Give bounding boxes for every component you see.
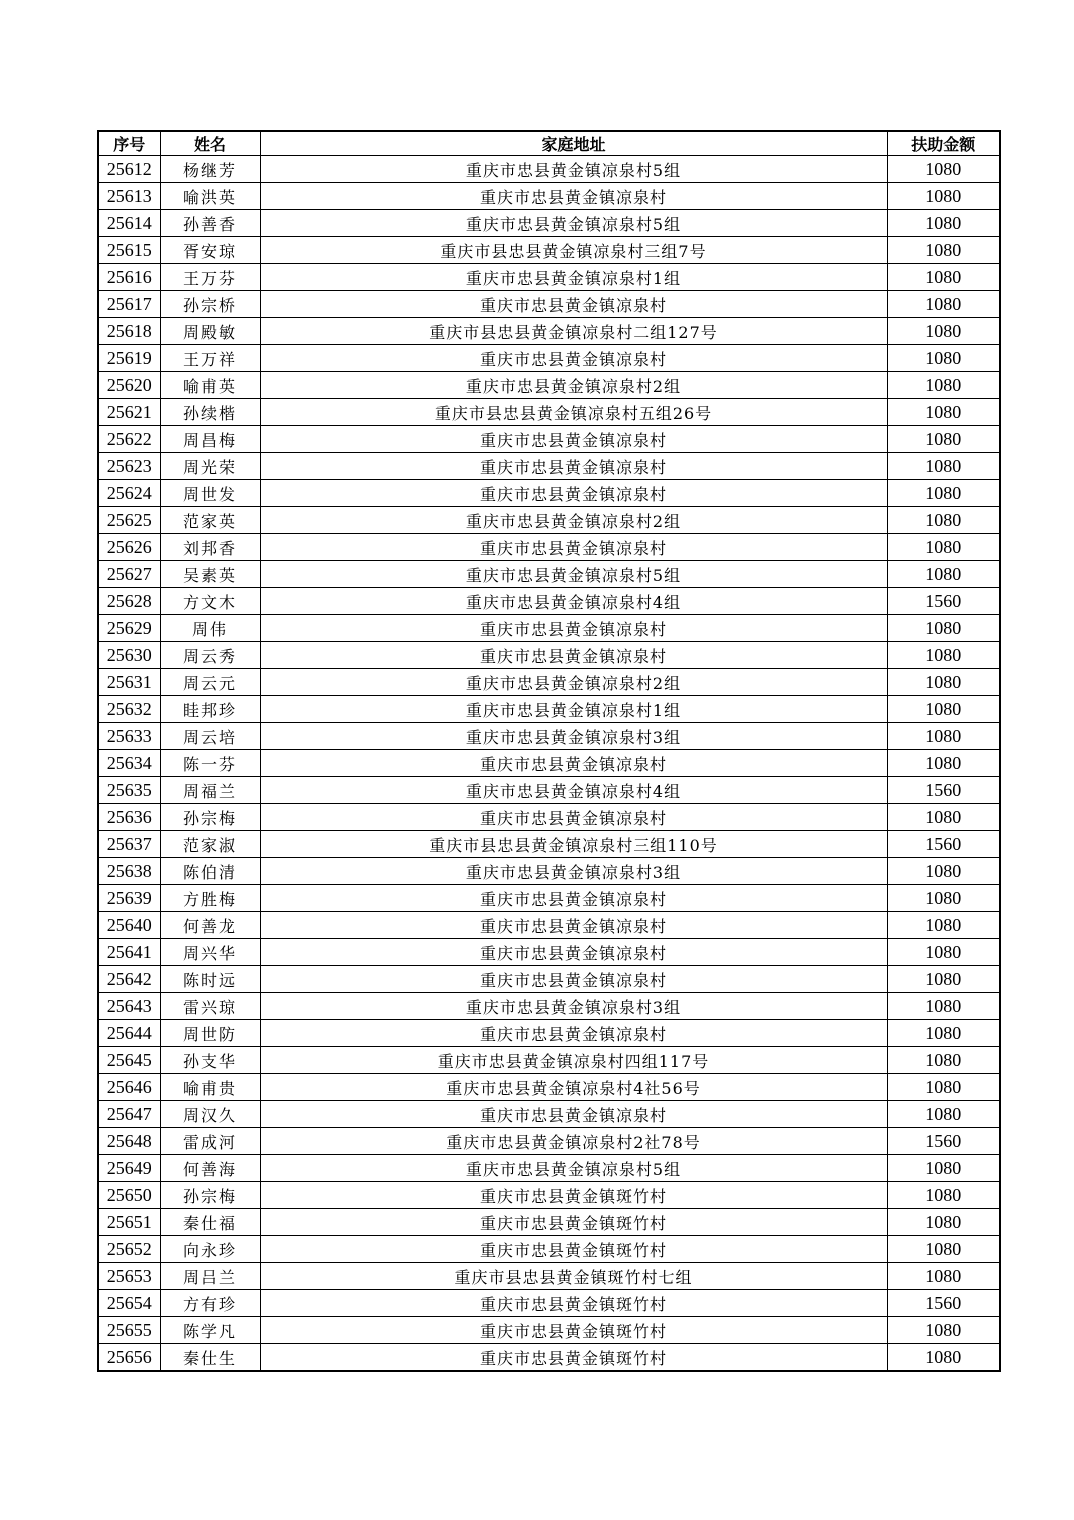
cell-assistance-amount: 1080: [887, 1074, 1000, 1101]
cell-assistance-amount: 1560: [887, 588, 1000, 615]
cell-name: 周汉久: [160, 1101, 260, 1128]
cell-assistance-amount: 1080: [887, 1236, 1000, 1263]
cell-home-address: 重庆市忠县黄金镇凉泉村: [260, 291, 887, 318]
cell-serial-number: 25628: [98, 588, 160, 615]
cell-serial-number: 25656: [98, 1344, 160, 1372]
cell-home-address: 重庆市忠县黄金镇斑竹村: [260, 1290, 887, 1317]
table-header-row: [98, 131, 1000, 156]
table-row: [98, 885, 1000, 912]
cell-assistance-amount: 1080: [887, 804, 1000, 831]
table-row: [98, 669, 1000, 696]
cell-serial-number: 25653: [98, 1263, 160, 1290]
cell-assistance-amount: 1080: [887, 1344, 1000, 1372]
table-row: [98, 534, 1000, 561]
cell-assistance-amount: 1080: [887, 1317, 1000, 1344]
cell-home-address: 重庆市忠县黄金镇凉泉村4组: [260, 588, 887, 615]
cell-serial-number: 25651: [98, 1209, 160, 1236]
table-row: [98, 1101, 1000, 1128]
cell-home-address: 重庆市忠县黄金镇凉泉村: [260, 642, 887, 669]
cell-home-address: 重庆市忠县黄金镇凉泉村4社56号: [260, 1074, 887, 1101]
cell-serial-number: 25614: [98, 210, 160, 237]
table-row: [98, 939, 1000, 966]
cell-name: 周兴华: [160, 939, 260, 966]
cell-home-address: 重庆市忠县黄金镇凉泉村: [260, 1101, 887, 1128]
cell-assistance-amount: 1080: [887, 1020, 1000, 1047]
cell-name: 方文木: [160, 588, 260, 615]
table-row: [98, 1236, 1000, 1263]
cell-assistance-amount: 1080: [887, 750, 1000, 777]
table-row: [98, 345, 1000, 372]
cell-home-address: 重庆市忠县黄金镇凉泉村: [260, 453, 887, 480]
cell-home-address: 重庆市忠县黄金镇凉泉村5组: [260, 210, 887, 237]
header-home-address: 家庭地址: [260, 131, 887, 156]
cell-name: 秦仕生: [160, 1344, 260, 1372]
cell-assistance-amount: 1080: [887, 507, 1000, 534]
cell-home-address: 重庆市忠县黄金镇凉泉村1组: [260, 696, 887, 723]
cell-serial-number: 25645: [98, 1047, 160, 1074]
table-row: [98, 615, 1000, 642]
cell-assistance-amount: 1080: [887, 696, 1000, 723]
cell-serial-number: 25638: [98, 858, 160, 885]
cell-assistance-amount: 1080: [887, 1101, 1000, 1128]
cell-serial-number: 25616: [98, 264, 160, 291]
cell-assistance-amount: 1080: [887, 156, 1000, 183]
cell-name: 周伟: [160, 615, 260, 642]
cell-home-address: 重庆市县忠县黄金镇斑竹村七组: [260, 1263, 887, 1290]
cell-assistance-amount: 1560: [887, 1128, 1000, 1155]
table-row: [98, 993, 1000, 1020]
cell-name: 刘邦香: [160, 534, 260, 561]
cell-serial-number: 25648: [98, 1128, 160, 1155]
cell-name: 陈伯清: [160, 858, 260, 885]
cell-assistance-amount: 1080: [887, 1182, 1000, 1209]
cell-name: 王万芬: [160, 264, 260, 291]
cell-serial-number: 25620: [98, 372, 160, 399]
cell-serial-number: 25655: [98, 1317, 160, 1344]
assistance-roster-table: [97, 130, 1001, 1372]
table-row: [98, 453, 1000, 480]
cell-home-address: 重庆市忠县黄金镇凉泉村2组: [260, 372, 887, 399]
cell-home-address: 重庆市忠县黄金镇凉泉村: [260, 183, 887, 210]
table-row: [98, 1344, 1000, 1372]
cell-assistance-amount: 1080: [887, 345, 1000, 372]
cell-serial-number: 25612: [98, 156, 160, 183]
cell-serial-number: 25619: [98, 345, 160, 372]
table-row: [98, 399, 1000, 426]
table-row: [98, 831, 1000, 858]
cell-name: 周吕兰: [160, 1263, 260, 1290]
cell-home-address: 重庆市忠县黄金镇凉泉村: [260, 885, 887, 912]
cell-serial-number: 25631: [98, 669, 160, 696]
cell-assistance-amount: 1080: [887, 318, 1000, 345]
cell-assistance-amount: 1560: [887, 777, 1000, 804]
cell-name: 周云培: [160, 723, 260, 750]
cell-home-address: 重庆市忠县黄金镇凉泉村: [260, 1020, 887, 1047]
cell-name: 周殿敏: [160, 318, 260, 345]
table-row: [98, 1128, 1000, 1155]
table-body: [98, 156, 1000, 1372]
table-row: [98, 507, 1000, 534]
cell-serial-number: 25643: [98, 993, 160, 1020]
table-row: [98, 723, 1000, 750]
cell-assistance-amount: 1080: [887, 183, 1000, 210]
table-row: [98, 750, 1000, 777]
cell-home-address: 重庆市忠县黄金镇斑竹村: [260, 1182, 887, 1209]
cell-home-address: 重庆市忠县黄金镇凉泉村3组: [260, 993, 887, 1020]
cell-serial-number: 25617: [98, 291, 160, 318]
cell-home-address: 重庆市忠县黄金镇凉泉村: [260, 804, 887, 831]
cell-assistance-amount: 1560: [887, 1290, 1000, 1317]
cell-home-address: 重庆市忠县黄金镇凉泉村5组: [260, 156, 887, 183]
cell-assistance-amount: 1080: [887, 453, 1000, 480]
cell-assistance-amount: 1080: [887, 426, 1000, 453]
cell-serial-number: 25627: [98, 561, 160, 588]
cell-assistance-amount: 1080: [887, 858, 1000, 885]
cell-name: 孙支华: [160, 1047, 260, 1074]
cell-name: 雷成河: [160, 1128, 260, 1155]
cell-name: 范家淑: [160, 831, 260, 858]
cell-name: 杨继芳: [160, 156, 260, 183]
cell-home-address: 重庆市县忠县黄金镇凉泉村二组127号: [260, 318, 887, 345]
cell-name: 陈时远: [160, 966, 260, 993]
cell-serial-number: 25636: [98, 804, 160, 831]
cell-serial-number: 25626: [98, 534, 160, 561]
cell-name: 喻洪英: [160, 183, 260, 210]
header-serial-number: 序号: [98, 131, 160, 156]
table-row: [98, 912, 1000, 939]
cell-name: 陈学凡: [160, 1317, 260, 1344]
cell-name: 秦仕福: [160, 1209, 260, 1236]
cell-name: 孙宗梅: [160, 1182, 260, 1209]
table-row: [98, 804, 1000, 831]
cell-serial-number: 25639: [98, 885, 160, 912]
table-row: [98, 1290, 1000, 1317]
cell-name: 王万祥: [160, 345, 260, 372]
cell-home-address: 重庆市忠县黄金镇斑竹村: [260, 1236, 887, 1263]
cell-name: 吴素英: [160, 561, 260, 588]
cell-assistance-amount: 1080: [887, 210, 1000, 237]
cell-home-address: 重庆市忠县黄金镇凉泉村2组: [260, 507, 887, 534]
cell-home-address: 重庆市县忠县黄金镇凉泉村三组110号: [260, 831, 887, 858]
cell-home-address: 重庆市忠县黄金镇凉泉村四组117号: [260, 1047, 887, 1074]
table-row: [98, 1047, 1000, 1074]
cell-assistance-amount: 1080: [887, 399, 1000, 426]
cell-name: 向永珍: [160, 1236, 260, 1263]
cell-home-address: 重庆市忠县黄金镇凉泉村2组: [260, 669, 887, 696]
cell-name: 眭邦珍: [160, 696, 260, 723]
cell-assistance-amount: 1080: [887, 615, 1000, 642]
cell-serial-number: 25642: [98, 966, 160, 993]
cell-name: 孙续楷: [160, 399, 260, 426]
cell-serial-number: 25654: [98, 1290, 160, 1317]
cell-serial-number: 25615: [98, 237, 160, 264]
table-row: [98, 1155, 1000, 1182]
cell-home-address: 重庆市忠县黄金镇凉泉村: [260, 615, 887, 642]
cell-assistance-amount: 1080: [887, 291, 1000, 318]
cell-serial-number: 25649: [98, 1155, 160, 1182]
table-row: [98, 588, 1000, 615]
cell-serial-number: 25641: [98, 939, 160, 966]
cell-name: 何善海: [160, 1155, 260, 1182]
table-row: [98, 561, 1000, 588]
table-row: [98, 777, 1000, 804]
cell-home-address: 重庆市忠县黄金镇凉泉村4组: [260, 777, 887, 804]
cell-assistance-amount: 1080: [887, 372, 1000, 399]
cell-home-address: 重庆市忠县黄金镇凉泉村: [260, 534, 887, 561]
cell-serial-number: 25650: [98, 1182, 160, 1209]
cell-home-address: 重庆市忠县黄金镇凉泉村: [260, 912, 887, 939]
cell-assistance-amount: 1560: [887, 831, 1000, 858]
table-row: [98, 210, 1000, 237]
cell-home-address: 重庆市忠县黄金镇凉泉村3组: [260, 858, 887, 885]
cell-name: 范家英: [160, 507, 260, 534]
cell-assistance-amount: 1080: [887, 237, 1000, 264]
cell-home-address: 重庆市忠县黄金镇凉泉村5组: [260, 1155, 887, 1182]
cell-serial-number: 25646: [98, 1074, 160, 1101]
table-row: [98, 183, 1000, 210]
cell-name: 雷兴琼: [160, 993, 260, 1020]
table-row: [98, 1074, 1000, 1101]
cell-home-address: 重庆市忠县黄金镇凉泉村3组: [260, 723, 887, 750]
table-row: [98, 372, 1000, 399]
cell-serial-number: 25613: [98, 183, 160, 210]
cell-serial-number: 25630: [98, 642, 160, 669]
cell-home-address: 重庆市忠县黄金镇凉泉村5组: [260, 561, 887, 588]
cell-home-address: 重庆市忠县黄金镇凉泉村: [260, 345, 887, 372]
header-name: 姓名: [160, 131, 260, 156]
cell-name: 何善龙: [160, 912, 260, 939]
cell-assistance-amount: 1080: [887, 264, 1000, 291]
table-row: [98, 696, 1000, 723]
cell-assistance-amount: 1080: [887, 669, 1000, 696]
table-row: [98, 480, 1000, 507]
cell-assistance-amount: 1080: [887, 1263, 1000, 1290]
cell-name: 孙宗桥: [160, 291, 260, 318]
cell-serial-number: 25629: [98, 615, 160, 642]
cell-serial-number: 25640: [98, 912, 160, 939]
header-assistance-amount: 扶助金额: [887, 131, 1000, 156]
cell-name: 陈一芬: [160, 750, 260, 777]
cell-name: 孙宗梅: [160, 804, 260, 831]
cell-home-address: 重庆市县忠县黄金镇凉泉村三组7号: [260, 237, 887, 264]
cell-home-address: 重庆市忠县黄金镇凉泉村: [260, 426, 887, 453]
cell-home-address: 重庆市忠县黄金镇凉泉村: [260, 750, 887, 777]
cell-name: 周世发: [160, 480, 260, 507]
table-row: [98, 642, 1000, 669]
cell-serial-number: 25625: [98, 507, 160, 534]
table-row: [98, 1020, 1000, 1047]
cell-assistance-amount: 1080: [887, 1047, 1000, 1074]
cell-serial-number: 25633: [98, 723, 160, 750]
cell-assistance-amount: 1080: [887, 993, 1000, 1020]
cell-assistance-amount: 1080: [887, 642, 1000, 669]
cell-assistance-amount: 1080: [887, 1209, 1000, 1236]
cell-serial-number: 25622: [98, 426, 160, 453]
cell-home-address: 重庆市忠县黄金镇凉泉村: [260, 480, 887, 507]
table-row: [98, 426, 1000, 453]
cell-serial-number: 25637: [98, 831, 160, 858]
cell-assistance-amount: 1080: [887, 912, 1000, 939]
cell-name: 方胜梅: [160, 885, 260, 912]
cell-name: 周世防: [160, 1020, 260, 1047]
cell-name: 周福兰: [160, 777, 260, 804]
cell-serial-number: 25621: [98, 399, 160, 426]
cell-home-address: 重庆市县忠县黄金镇凉泉村五组26号: [260, 399, 887, 426]
cell-serial-number: 25652: [98, 1236, 160, 1263]
cell-assistance-amount: 1080: [887, 966, 1000, 993]
table-row: [98, 1182, 1000, 1209]
cell-serial-number: 25624: [98, 480, 160, 507]
table-row: [98, 966, 1000, 993]
cell-home-address: 重庆市忠县黄金镇斑竹村: [260, 1317, 887, 1344]
table-row: [98, 1209, 1000, 1236]
cell-name: 方有珍: [160, 1290, 260, 1317]
cell-serial-number: 25632: [98, 696, 160, 723]
cell-home-address: 重庆市忠县黄金镇凉泉村1组: [260, 264, 887, 291]
cell-assistance-amount: 1080: [887, 723, 1000, 750]
cell-name: 胥安琼: [160, 237, 260, 264]
cell-assistance-amount: 1080: [887, 561, 1000, 588]
cell-assistance-amount: 1080: [887, 480, 1000, 507]
cell-serial-number: 25644: [98, 1020, 160, 1047]
cell-name: 周云元: [160, 669, 260, 696]
cell-name: 孙善香: [160, 210, 260, 237]
table-row: [98, 1263, 1000, 1290]
cell-name: 喻甫贵: [160, 1074, 260, 1101]
table-row: [98, 858, 1000, 885]
cell-home-address: 重庆市忠县黄金镇斑竹村: [260, 1209, 887, 1236]
table-row: [98, 318, 1000, 345]
cell-name: 周光荣: [160, 453, 260, 480]
cell-home-address: 重庆市忠县黄金镇凉泉村: [260, 939, 887, 966]
cell-assistance-amount: 1080: [887, 939, 1000, 966]
cell-home-address: 重庆市忠县黄金镇凉泉村: [260, 966, 887, 993]
cell-serial-number: 25634: [98, 750, 160, 777]
table-row: [98, 291, 1000, 318]
table-row: [98, 156, 1000, 183]
table-row: [98, 237, 1000, 264]
cell-assistance-amount: 1080: [887, 534, 1000, 561]
cell-home-address: 重庆市忠县黄金镇斑竹村: [260, 1344, 887, 1372]
table-row: [98, 1317, 1000, 1344]
cell-name: 周云秀: [160, 642, 260, 669]
cell-serial-number: 25618: [98, 318, 160, 345]
cell-assistance-amount: 1080: [887, 1155, 1000, 1182]
cell-name: 喻甫英: [160, 372, 260, 399]
cell-serial-number: 25647: [98, 1101, 160, 1128]
cell-home-address: 重庆市忠县黄金镇凉泉村2社78号: [260, 1128, 887, 1155]
cell-serial-number: 25623: [98, 453, 160, 480]
cell-assistance-amount: 1080: [887, 885, 1000, 912]
table-row: [98, 264, 1000, 291]
cell-name: 周昌梅: [160, 426, 260, 453]
cell-serial-number: 25635: [98, 777, 160, 804]
